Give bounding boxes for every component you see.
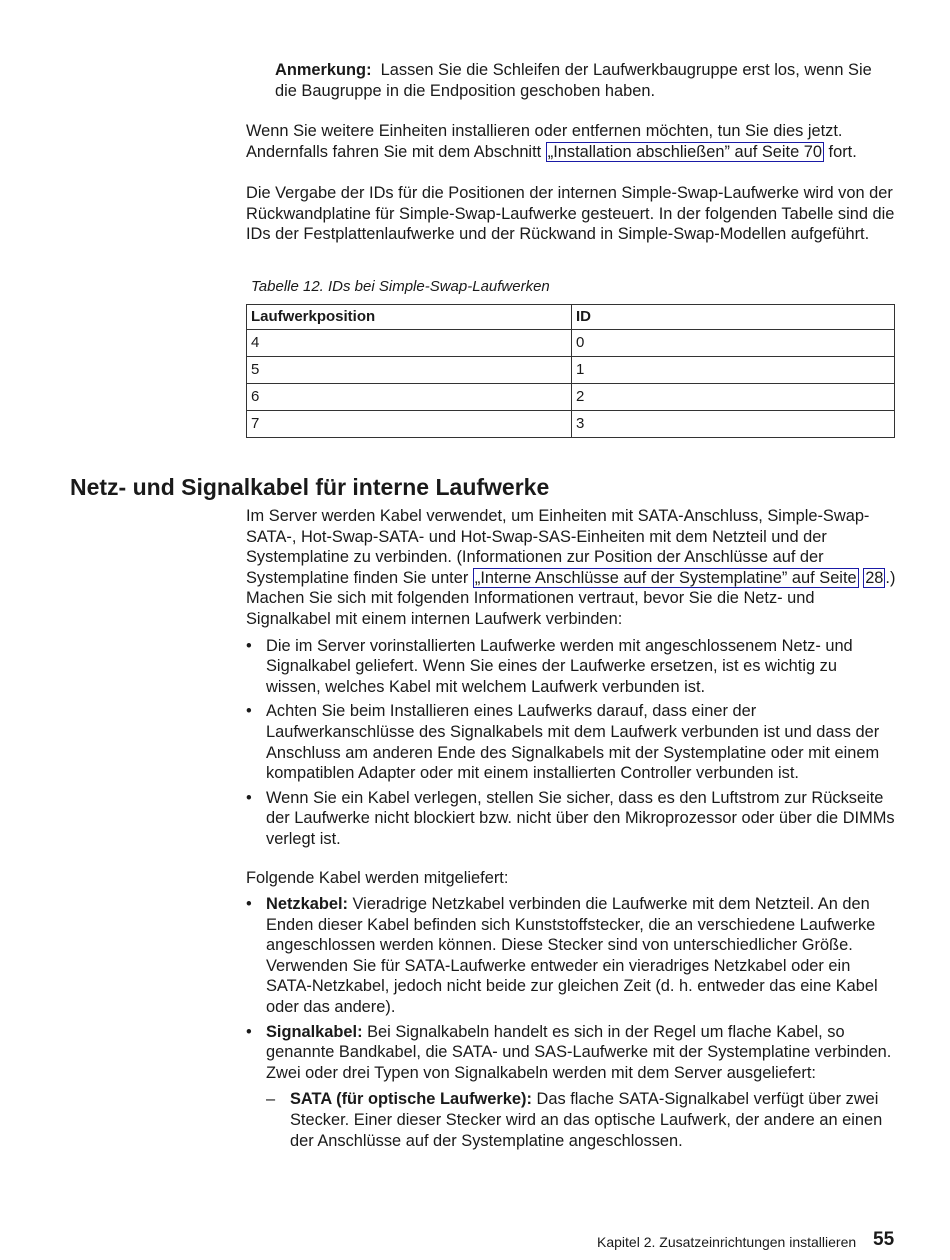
table-row	[247, 411, 895, 438]
note-paragraph	[275, 60, 895, 101]
paragraph-continue	[246, 121, 896, 162]
table-cell: 7	[247, 411, 572, 438]
table-cell: 1	[572, 357, 895, 384]
column-header: Laufwerkposition	[247, 305, 572, 330]
table-row	[247, 357, 895, 384]
para2-text: Die Vergabe der IDs für die Positionen der internen Simple-Swap-Laufwerke wird von der Rückwandplatine für Simple-Swap-Laufwerke gesteuert. In der folgenden Tabelle sind die IDs der Festplattenlaufwerke und der Rückwand in Simple-Swap-Modellen aufgeführt.	[246, 184, 895, 244]
info-bullet-list	[246, 636, 896, 850]
list-item	[246, 894, 896, 1018]
note-text: Lassen Sie die Schleifen der Laufwerkbaugruppe erst los, wenn Sie die Baugruppe in die Endposition geschoben haben.	[275, 61, 872, 100]
footer-chapter: Kapitel 2. Zusatzeinrichtungen installieren	[597, 1234, 857, 1250]
table-row	[247, 330, 895, 357]
link-seite-28[interactable]: 28	[865, 568, 884, 587]
table-cell: 3	[572, 411, 895, 438]
para1-text-after: fort.	[824, 142, 857, 161]
list-item: • Wenn Sie ein Kabel verlegen, stellen Sie sicher, dass es den Luftstrom zur Rückseite der Laufwerke nicht blockiert bzw. nicht über den Mikroprozessor oder über die DIMMs verlegt ist.	[246, 788, 896, 850]
sub-list-item	[266, 1089, 896, 1151]
table-cell: 4	[247, 330, 572, 357]
section-body	[246, 506, 896, 1155]
table-cell: 5	[247, 357, 572, 384]
table-header-row	[247, 305, 895, 330]
cable-text: Vieradrige Netzkabel verbinden die Laufwerke mit dem Netzteil. An den Enden dieser Kabel befinden sich Kunststoffstecker, die an verschiedene Laufwerke angeschlossen werden können. Diese Stecker sind von unterschiedlicher Größe. Verwenden Sie für SATA-Laufwerke entweder ein vieradriges Netzkabel oder ein SATA-Netzkabel, jedoch nicht beide zur gleichen Zeit (d. h. entweder das eine Kabel oder das andere).	[266, 895, 878, 1017]
link-interne-anschluesse[interactable]: „Interne Anschlüsse auf der Systemplatine” auf Seite	[474, 568, 857, 587]
section-intro	[246, 506, 896, 630]
table-cell: 0	[572, 330, 895, 357]
sub-item-text: Das flache SATA-Signalkabel verfügt über zwei Stecker. Einer dieser Stecker wird an das optische Laufwerk, der andere an einen der Anschlüsse auf der Systemplatine angeschlossen.	[290, 1090, 883, 1150]
link-installation-abschliessen[interactable]: „Installation abschließen” auf Seite 70	[547, 142, 822, 161]
table-cell: 2	[572, 384, 895, 411]
intro-text-after: .) Machen Sie sich mit folgenden Informationen vertraut, bevor Sie die Netz- und Signalkabel mit einem internen Laufwerk verbinden:	[246, 568, 896, 628]
cable-label: Signalkabel:	[266, 1022, 363, 1041]
page-number: 55	[873, 1229, 895, 1250]
table-caption: Tabelle 12. IDs bei Simple-Swap-Laufwerken	[251, 278, 550, 295]
signal-cable-sublist	[266, 1089, 896, 1151]
note-label: Anmerkung:	[275, 61, 372, 79]
intro-text: Im Server werden Kabel verwendet, um Einheiten mit SATA-Anschluss, Simple-Swap-SATA-, Hot-Swap-SATA- und Hot-Swap-SAS-Einheiten mit dem Netzteil und der Systemplatine zu verbinden. (Informationen zur Position der Anschlüsse auf der Systemplatine finden Sie unter	[246, 507, 870, 587]
column-header: ID	[572, 305, 895, 330]
sub-item-label: SATA (für optische Laufwerke):	[290, 1090, 532, 1109]
list-item	[246, 1022, 896, 1152]
paragraph-ids	[246, 183, 896, 245]
section-heading: Netz- und Signalkabel für interne Laufwerke	[70, 474, 550, 500]
cables-list	[246, 894, 896, 1151]
list-item: • Achten Sie beim Installieren eines Laufwerks darauf, dass einer der Laufwerkanschlüsse des Signalkabels mit dem Laufwerk verbunden ist und dass der Anschluss am anderen Ende des Signalkabels mit der Systemplatine oder mit einem kompatiblen Adapter oder mit einem installierten Controller verbunden ist.	[246, 701, 896, 783]
cable-label: Netzkabel:	[266, 895, 348, 914]
cable-text: Bei Signalkabeln handelt es sich in der Regel um flache Kabel, so genannte Bandkabel, die SATA- und SAS-Laufwerke mit der Systemplatine verbinden. Zwei oder drei Typen von Signalkabeln werden mit dem Server ausgeliefert:	[266, 1022, 892, 1082]
table-cell: 6	[247, 384, 572, 411]
para1-text: Wenn Sie weitere Einheiten installieren oder entfernen möchten, tun Sie dies jetzt. Andernfalls fahren Sie mit dem Abschnitt	[246, 122, 843, 161]
table-row	[247, 384, 895, 411]
ids-table	[246, 304, 895, 438]
cables-intro: Folgende Kabel werden mitgeliefert:	[246, 868, 509, 887]
list-item: • Die im Server vorinstallierten Laufwerke werden mit angeschlossenem Netz- und Signalkabel geliefert. Wenn Sie eines der Laufwerke ersetzen, ist es wichtig zu wissen, welches Kabel mit welchem Laufwerk verbunden ist.	[246, 636, 896, 698]
